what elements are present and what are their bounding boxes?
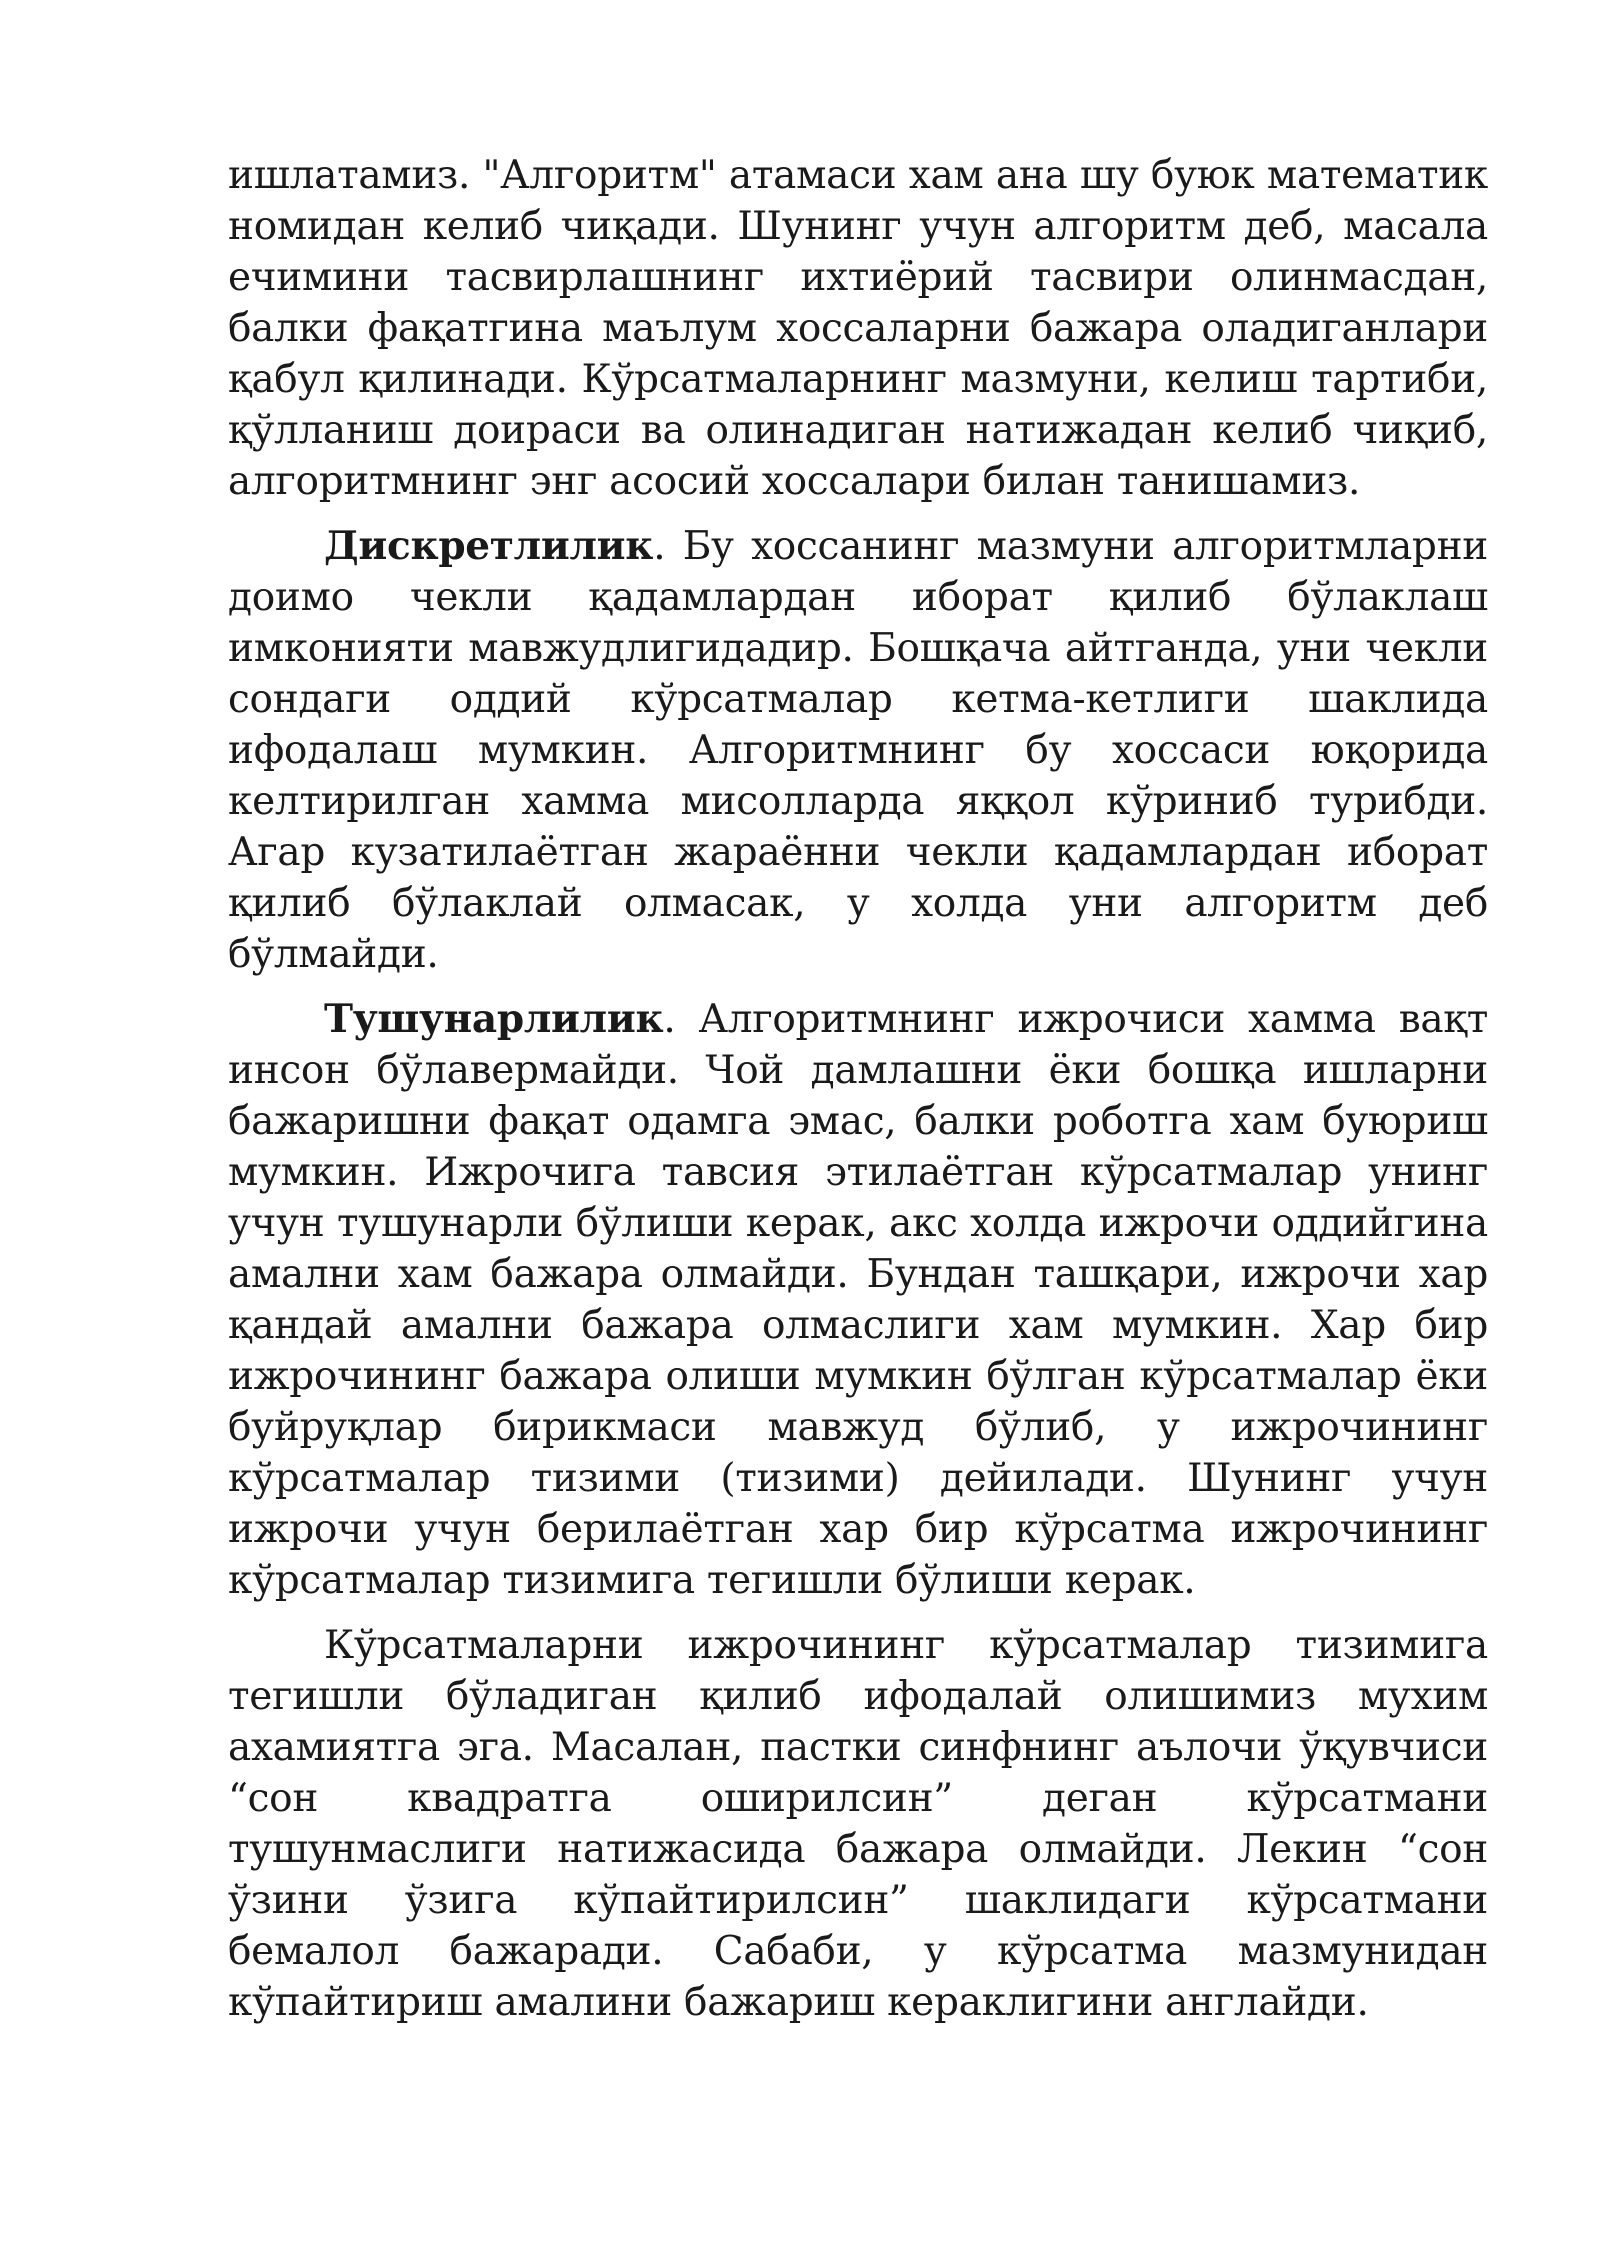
- term-heading: Тушунарлилик: [324, 996, 664, 1042]
- paragraph-discreteness: [228, 521, 1488, 980]
- paragraph-instructions: [228, 1620, 1488, 2028]
- term-heading: Дискретлилик: [324, 523, 654, 569]
- paragraph-intro: [228, 150, 1488, 507]
- paragraph-text: . Алгоритмнинг ижрочиси хамма вақт инсон бўлавермайди. Чой дамлашни ёки бошқа ишларни бажаришни фақат одамга эмас, балки роботга хам буюриш мумкин. Ижрочига тавсия этилаётган кўрсатмалар унинг учун тушунарли бўлиши керак, акс холда ижрочи оддийгина амални хам бажара олмайди. Бундан ташқари, ижрочи хар қандай амални бажара олмаслиги хам мумкин. Хар бир ижрочининг бажара олиши мумкин бўлган кўрсатмалар ёки буйруқлар бирикмаси мавжуд бўлиб, у ижрочининг кўрсатмалар тизими (тизими) дейилади. Шунинг учун ижрочи учун берилаётган хар бир кўрсатма ижрочининг кўрсатмалар тизимига тегишли бўлиши керак.: [228, 997, 1488, 1603]
- paragraph-text: ишлатамиз. "Алгоритм" атамаси хам ана шу буюк математик номидан келиб чиқади. Шунинг учун алгоритм деб, масала ечимини тасвирлашнинг ихтиёрий тасвири олинмасдан, балки фақатгина маълум хоссаларни бажара оладиганлари қабул қилинади. Кўрсатмаларнинг мазмуни, келиш тартиби, қўлланиш доираси ва олинадиган натижадан келиб чиқиб, алгоритмнинг энг асосий хоссалари билан танишамиз.: [228, 153, 1488, 504]
- paragraph-text: Кўрсатмаларни ижрочининг кўрсатмалар тизимига тегишли бўладиган қилиб ифодалай олишимиз мухим ахамиятга эга. Масалан, пастки синфнинг аълочи ўқувчиси “сон квадратга оширилсин” деган кўрсатмани тушунмаслиги натижасида бажара олмайди. Лекин “сон ўзини ўзига кўпайтирилсин” шаклидаги кўрсатмани бемалол бажаради. Сабаби, у кўрсатма мазмунидан кўпайтириш амалини бажариш кераклигини англайди.: [228, 1623, 1488, 2025]
- document-page: [228, 150, 1488, 2042]
- paragraph-comprehensibility: [228, 994, 1488, 1606]
- paragraph-text: . Бу хоссанинг мазмуни алгоритмларни доимо чекли қадамлардан иборат қилиб бўлаклаш имконияти мавжудлигидадир. Бошқача айтганда, уни чекли сондаги оддий кўрсатмалар кетма-кетлиги шаклида ифодалаш мумкин. Алгоритмнинг бу хоссаси юқорида келтирилган хамма мисолларда яққол кўриниб турибди. Агар кузатилаётган жараённи чекли қадамлардан иборат қилиб бўлаклай олмасак, у холда уни алгоритм деб бўлмайди.: [228, 524, 1488, 977]
